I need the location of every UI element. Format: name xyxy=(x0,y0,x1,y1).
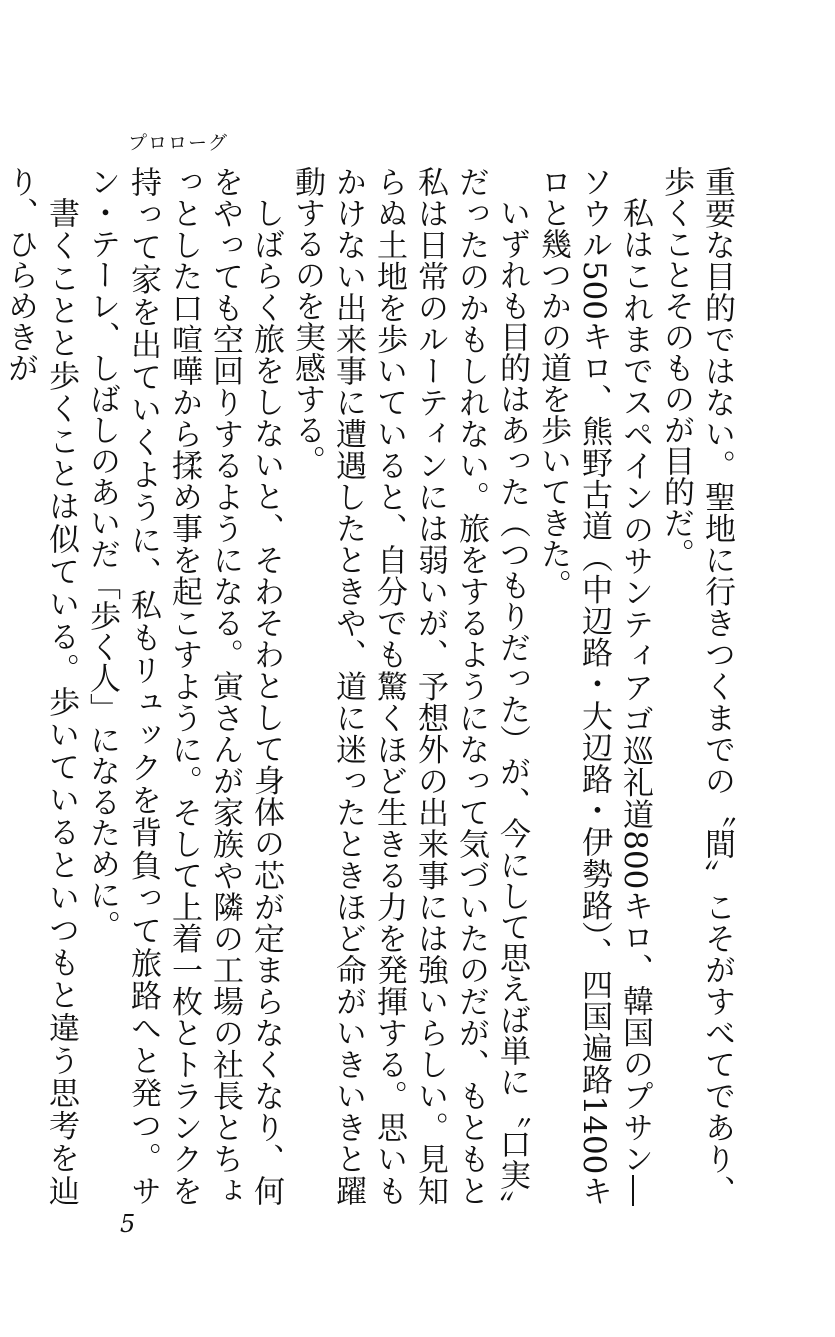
page-number: 5 xyxy=(120,1210,136,1238)
chapter-title: プロローグ xyxy=(128,132,229,154)
paragraph: 私はこれまでスペインのサンティアゴ巡礼道800キロ、韓国のプサン―ソウル500キロ、熊野古道（中辺路・大辺路・伊勢路）、四国遍路1400キロと幾つかの道を歩いてきた。 xyxy=(535,166,653,1206)
body-text xyxy=(2,166,737,1207)
paragraph: 重要な目的ではない。聖地に行きつくまでの〝間〟こそがすべてであり、歩くことそのものが目的だ。 xyxy=(658,166,735,1206)
paragraph: しばらく旅をしないと、そわそわとして身体の芯が定まらなくなり、何をやっても空回りするようになる。寅さんが家族や隣の工場の社長とちょっとした口喧嘩から揉め事を起こすように。そして上着一枚とトランクを持って家を出ていくように、私もリュックを背負って旅路へと発つ。サン・テーレ、しばしのあいだ「歩く人」になるために。 xyxy=(84,166,284,1207)
paragraph: いずれも目的はあった（つもりだった）が、今にして思えば単に〝口実〟だったのかもしれない。旅をするようになって気づいたのだが、もともと私は日常のルーティンには弱いが、予想外の出来事には強いらしい。見知らぬ土地を歩いていると、自分でも驚くほど生きる力を発揮する。思いもかけない出来事に遭遇したときや、道に迷ったときほど命がいきいきと躍動するのを実感する。 xyxy=(289,166,530,1206)
paragraph: 書くことと歩くことは似ている。歩いているといつもと違う思考を辿り、ひらめきが xyxy=(2,166,79,1206)
